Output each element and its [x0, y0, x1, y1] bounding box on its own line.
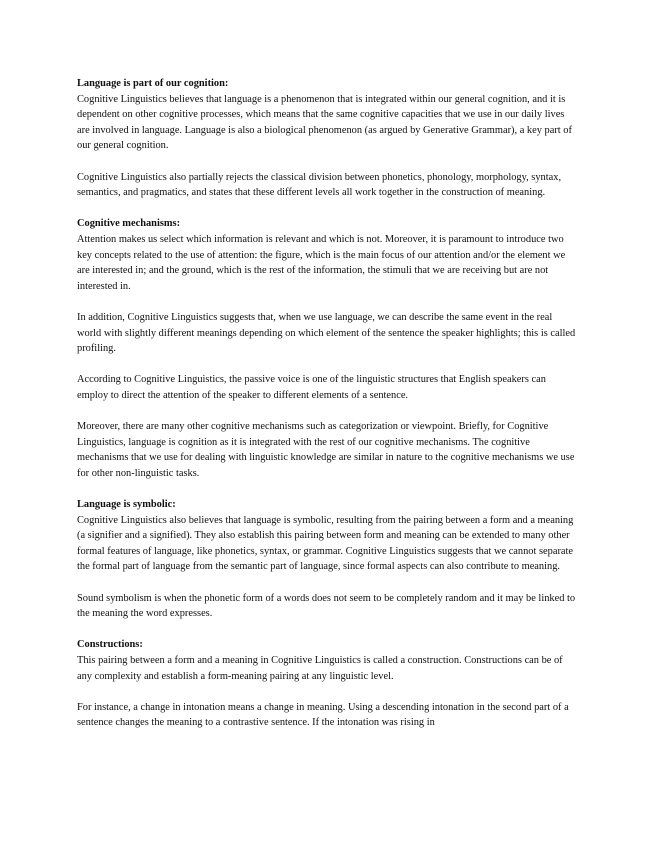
- paragraph: According to Cognitive Linguistics, the passive voice is one of the linguistic structures that English speakers can employ to direct the attention of the speaker to different elements of a sentence.: [77, 374, 546, 401]
- paragraph: This pairing between a form and a meaning in Cognitive Linguistics is called a construction. Constructions can be of any complexity and establish a form-meaning pairing at any linguistic level.: [77, 654, 563, 682]
- paragraph: Sound symbolism is when the phonetic form of a words does not seem to be completely random and it may be linked to the meaning the word expresses.: [77, 592, 576, 620]
- paragraph: Cognitive Linguistics also believes that language is symbolic, resulting from the pairing between a form and a meaning (a signifier and a signified). They also establish this pairing between form and meaning can be extended to many other formal features of language, like phonetics, syntax, or grammar. Cognitive Linguistics suggests that we cannot separate the formal part of language from the semantic part of language, since formal aspects can also contribute to meaning.: [77, 514, 574, 573]
- document-body: [77, 76, 577, 731]
- section-heading: Cognitive mechanisms:: [77, 218, 181, 230]
- section-heading: Language is part of our cognition:: [77, 78, 229, 89]
- paragraph: For instance, a change in intonation means a change in meaning. Using a descending intonation in the second part of a sentence changes the meaning to a contrastive sentence. If the intonation was rising in: [77, 701, 569, 729]
- paragraph: Attention makes us select which information is relevant and which is not. Moreover, it is paramount to introduce two key concepts related to the use of attention: the figure, which is the main focus of our attention and/or the element we are interested in; and the ground, which is the rest of the information, the stimuli that we are receiving but are not interested in.: [77, 233, 566, 292]
- paragraph: Cognitive Linguistics believes that language is a phenomenon that is integrated within our general cognition, and it is dependent on other cognitive processes, which means that the same cognitive capacities that we use in our daily lives are involved in language. Language is also a biological phenomenon (as argued by Generative Grammar), a key part of our general cognition.: [77, 93, 572, 152]
- paragraph: Moreover, there are many other cognitive mechanisms such as categorization or viewpoint. Briefly, for Cognitive Linguistics, language is cognition as it is integrated with the rest of our cognitive mechanisms. The cognitive mechanisms that we use for dealing with linguistic knowledge are similar in nature to the cognitive mechanisms we use for other non-linguistic tasks.: [77, 421, 575, 479]
- paragraph: In addition, Cognitive Linguistics suggests that, when we use language, we can describe the same event in the real world with slightly different meanings depending on which element of the sentence the speaker highlights; this is called profiling.: [77, 311, 576, 355]
- section-heading: Constructions:: [77, 639, 143, 651]
- paragraph: Cognitive Linguistics also partially rejects the classical division between phonetics, phonology, morphology, syntax, semantics, and pragmatics, and states that these different levels all work together in the construction of meaning.: [77, 171, 562, 199]
- section-heading: Language is symbolic:: [77, 499, 176, 511]
